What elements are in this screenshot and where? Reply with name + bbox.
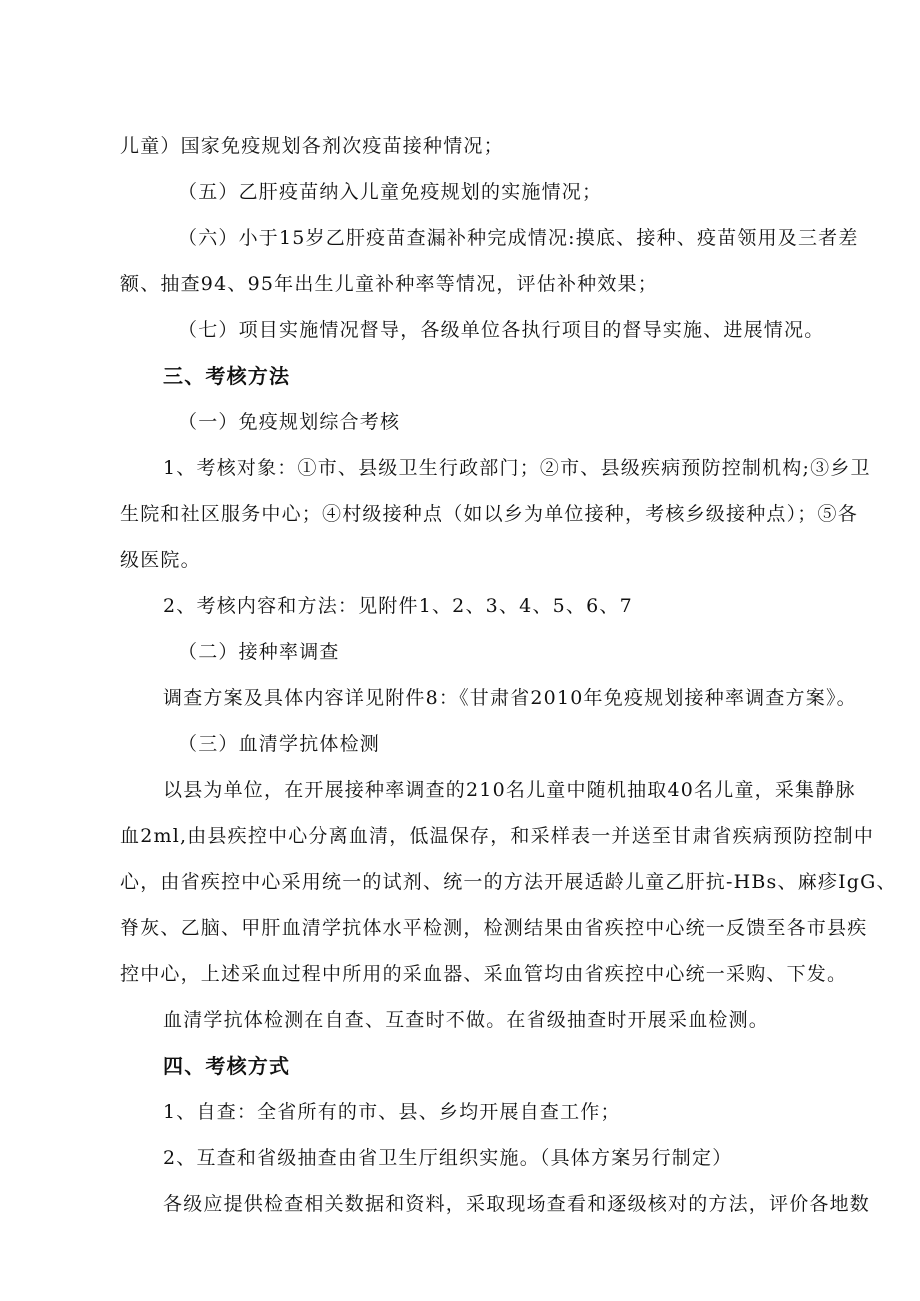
text-line-item-6-cont: 额、抽查94、95年出生儿童补种率等情况，评估补种效果； — [120, 273, 658, 295]
text-line-serology-5: 控中心，上述采血过程中所用的采血器、采血管均由省疾控中心统一采购、下发。 — [120, 963, 848, 985]
subsection-heading-3: （三）血清学抗体检测 — [178, 733, 381, 755]
section-heading-4: 四、考核方式 — [163, 1054, 291, 1078]
text-line-evaluation: 各级应提供检查相关数据和资料，采取现场查看和逐级核对的方法，评价各地数 — [163, 1193, 871, 1215]
subsection-heading-2: （二）接种率调查 — [178, 641, 340, 663]
text-line-serology-note: 血清学抗体检测在自查、互查时不做。在省级抽查时开展采血检测。 — [163, 1009, 770, 1031]
text-line-serology-4: 脊灰、乙脑、甲肝血清学抗体水平检测，检测结果由省疾控中心统一反馈至各市县疾 — [120, 917, 868, 939]
text-line-mutual-check: 2、互查和省级抽查由省卫生厅组织实施。（具体方案另行制定） — [163, 1147, 733, 1169]
subsection-heading-1: （一）免疫规划综合考核 — [178, 411, 401, 433]
text-line-survey-plan: 调查方案及具体内容详见附件8：《甘肃省2010年免疫规划接种率调查方案》。 — [163, 687, 857, 709]
text-line-targets-cont: 生院和社区服务中心；④村级接种点（如以乡为单位接种，考核乡级接种点）；⑤各 — [120, 503, 858, 525]
text-line-item-6: （六）小于15岁乙肝疫苗查漏补种完成情况:摸底、接种、疫苗领用及三者差 — [178, 227, 859, 249]
text-line-serology-2: 血2ml,由县疾控中心分离血清，低温保存，和采样表一并送至甘肃省疾病预防控制中 — [120, 825, 875, 847]
text-line-serology-3: 心，由省疾控中心采用统一的试剂、统一的方法开展适龄儿童乙肝抗-HBs、麻疹IgG、 — [120, 871, 897, 893]
text-line-item-7: （七）项目实施情况督导，各级单位各执行项目的督导实施、进展情况。 — [178, 319, 825, 341]
text-line-targets: 1、考核对象：①市、县级卫生行政部门；②市、县级疾病预防控制机构;③乡卫 — [163, 457, 871, 479]
text-line-targets-end: 级医院。 — [120, 549, 201, 571]
text-line-item-5: （五）乙肝疫苗纳入儿童免疫规划的实施情况； — [178, 181, 603, 203]
text-line-serology-1: 以县为单位，在开展接种率调查的210名儿童中随机抽取40名儿童，采集静脉 — [163, 779, 856, 801]
text-line-content-method: 2、考核内容和方法：见附件1、2、3、4、5、6、7 — [163, 595, 633, 617]
text-line-self-check: 1、自查：全省所有的市、县、乡均开展自查工作； — [163, 1101, 621, 1123]
text-line-continuation: 儿童）国家免疫规划各剂次疫苗接种情况； — [120, 135, 504, 157]
section-heading-3: 三、考核方法 — [163, 364, 291, 388]
